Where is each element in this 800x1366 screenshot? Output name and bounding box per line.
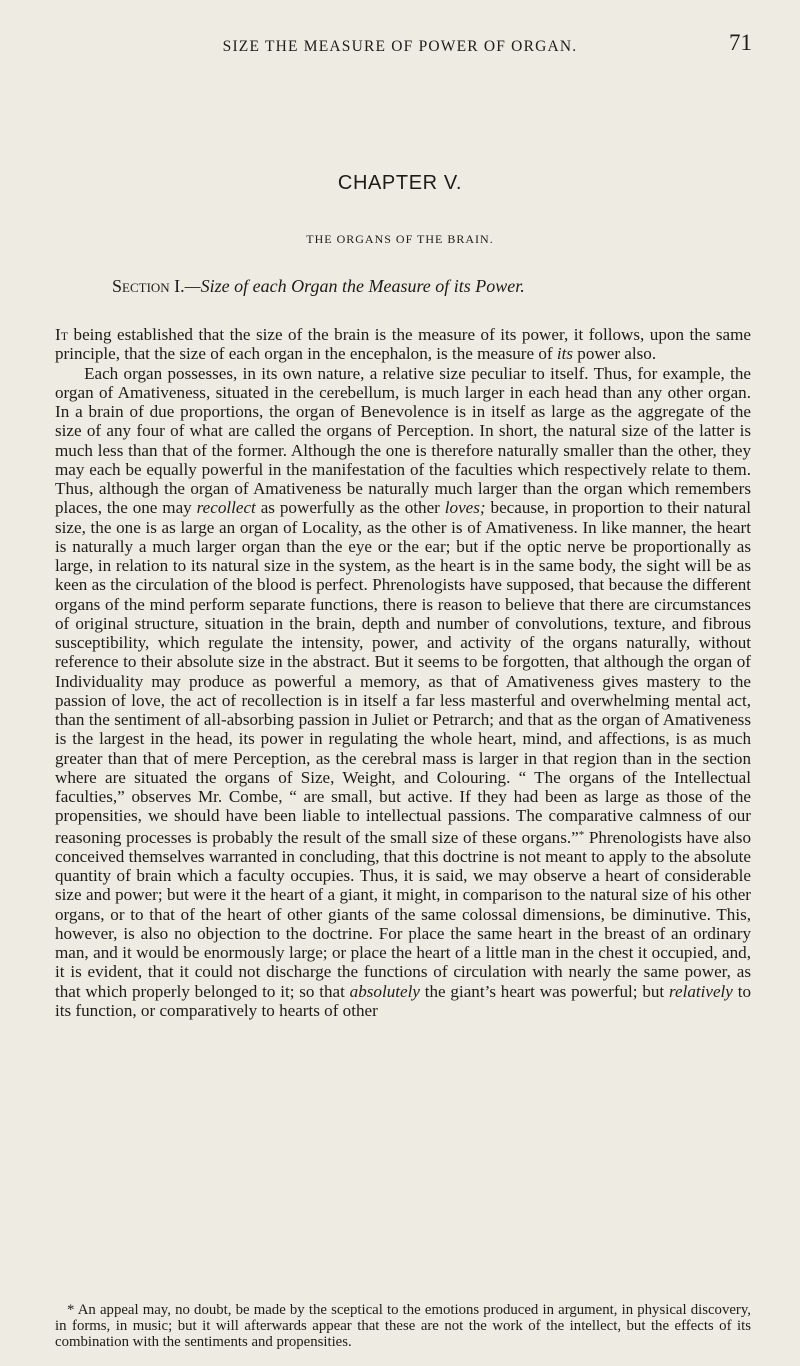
footnote-text: An appeal may, no doubt, be made by the sceptical to the emotions produced in argument, in physical discovery, in forms, in music; but it will afterwards appear that these are not the work of the intellect, but the effects of its combination with the sentiments and propensities. xyxy=(55,1302,751,1351)
emphasis-relatively: relatively xyxy=(668,981,733,1001)
paragraph-2-text-f: to its function, or comparatively to hearts of other xyxy=(55,981,751,1020)
paragraph-1-text-a: being established that the size of the brain is the measure of its power, it follows, upon the same principle, that the size of each organ in the encephalon, is the measure of xyxy=(55,325,751,364)
paragraph-1-text-b: power also. xyxy=(573,344,657,364)
emphasis-absolutely: absolutely xyxy=(349,981,420,1001)
footnote xyxy=(55,1302,751,1351)
emphasis-loves: loves; xyxy=(444,498,486,518)
chapter-title: CHAPTER V. xyxy=(337,172,463,194)
chapter-subtitle: THE ORGANS OF THE BRAIN. xyxy=(306,232,494,246)
footnote-reference: * xyxy=(578,828,585,841)
running-head xyxy=(0,30,800,58)
page-number: 71 xyxy=(729,30,752,55)
running-title: SIZE THE MEASURE OF POWER OF ORGAN. xyxy=(222,38,578,55)
paragraph-2-text-c: because, in proportion to their natural size, the one is as large an organ of Locality, as the other is of Amativeness. In like manner, the heart is naturally a much larger organ than the eye or the ear; but if the optic nerve be proportionally as large, in relation to its natural size in the system, as the heart is in the same body, the sight will be as keen as the circulation of the blood is perfect. Phrenologists have supposed, that because the different organs of the mind perform separate functions, there is reason to believe that there are circumstances of original structure, situation in the brain, depth and number of convolutions, texture, and fibrous susceptibility, which regulate the intensity, power, and activity of the organs naturally, without reference to their absolute size in the abstract. But it seems to be forgotten, that although the organ of Individuality may produce as powerful a memory, as that of Amativeness gives mastery to the passion of love, the act of recollection is in itself a far less masterful and overwhelming mental act, than the sentiment of all-absorbing passion in Juliet or Petrarch; and that as the organ of Amativeness is the largest in the head, its power in regulating the whole heart, mind, and affections, is as much greater than that of mere Perception, as the cerebral mass is larger in that region than in the section where are situated the organs of Size, Weight, and Colouring. “ The organs of the Intellectual faculties,” observes Mr. Combe, “ are small, but active. If they had been as large as those of the propensities, we should have been liable to intellectual passions. The comparative calmness of our reasoning processes is probably the result of the small size of these organs.” xyxy=(55,498,751,847)
body-text xyxy=(55,325,751,1020)
paragraph-2-text-d: Phrenologists have also conceived themselves warranted in concluding, that this doctrine is not meant to apply to the absolute quantity of brain which a faculty occupies. Thus, it is said, we may observe a heart of considerable size and power; but were it the heart of a giant, it might, in comparison to the natural size of his other organs, or to that of the heart of other giants of the same colossal dimensions, be diminutive. This, however, is also no objection to the doctrine. For place the same heart in the breast of an ordinary man, and it would be enormously large; or place the heart of a little man in the chest it occupied, and, it is evident, that it could not discharge the functions of circulation with nearly the same power, as that which properly belonged to it; so that xyxy=(55,827,751,1001)
section-title: —Size of each Organ the Measure of its Power. xyxy=(184,276,525,296)
paragraph-2-text-a: Each organ possesses, in its own nature, a relative size peculiar to itself. Thus, for example, the organ of Amativeness, situated in the cerebellum, is much larger in each head than any other organ. In a brain of due proportions, the organ of Benevolence is in itself as large as the aggregate of the size of any four of what are called the organs of Perception. In short, the natural size of the latter is much less than that of the former. Although the one is therefore naturally smaller than the other, they may each be equally powerful in the manifestation of the faculties which respectively relate to them. Thus, although the organ of Amativeness be naturally much larger than the organ which remembers places, the one may xyxy=(55,363,751,518)
lead-word: It xyxy=(55,325,69,344)
paragraph-1 xyxy=(55,325,751,364)
footnote-marker: * xyxy=(67,1302,75,1318)
emphasis-its: its xyxy=(556,344,574,364)
paragraph-2-text-b: as powerfully as the other xyxy=(255,498,445,518)
section-heading xyxy=(112,276,525,297)
emphasis-recollect: recollect xyxy=(196,498,256,518)
paragraph-2-text-e: the giant’s heart was powerful; but xyxy=(419,981,669,1001)
section-label: Section I. xyxy=(112,276,185,296)
paragraph-2 xyxy=(55,364,751,1021)
